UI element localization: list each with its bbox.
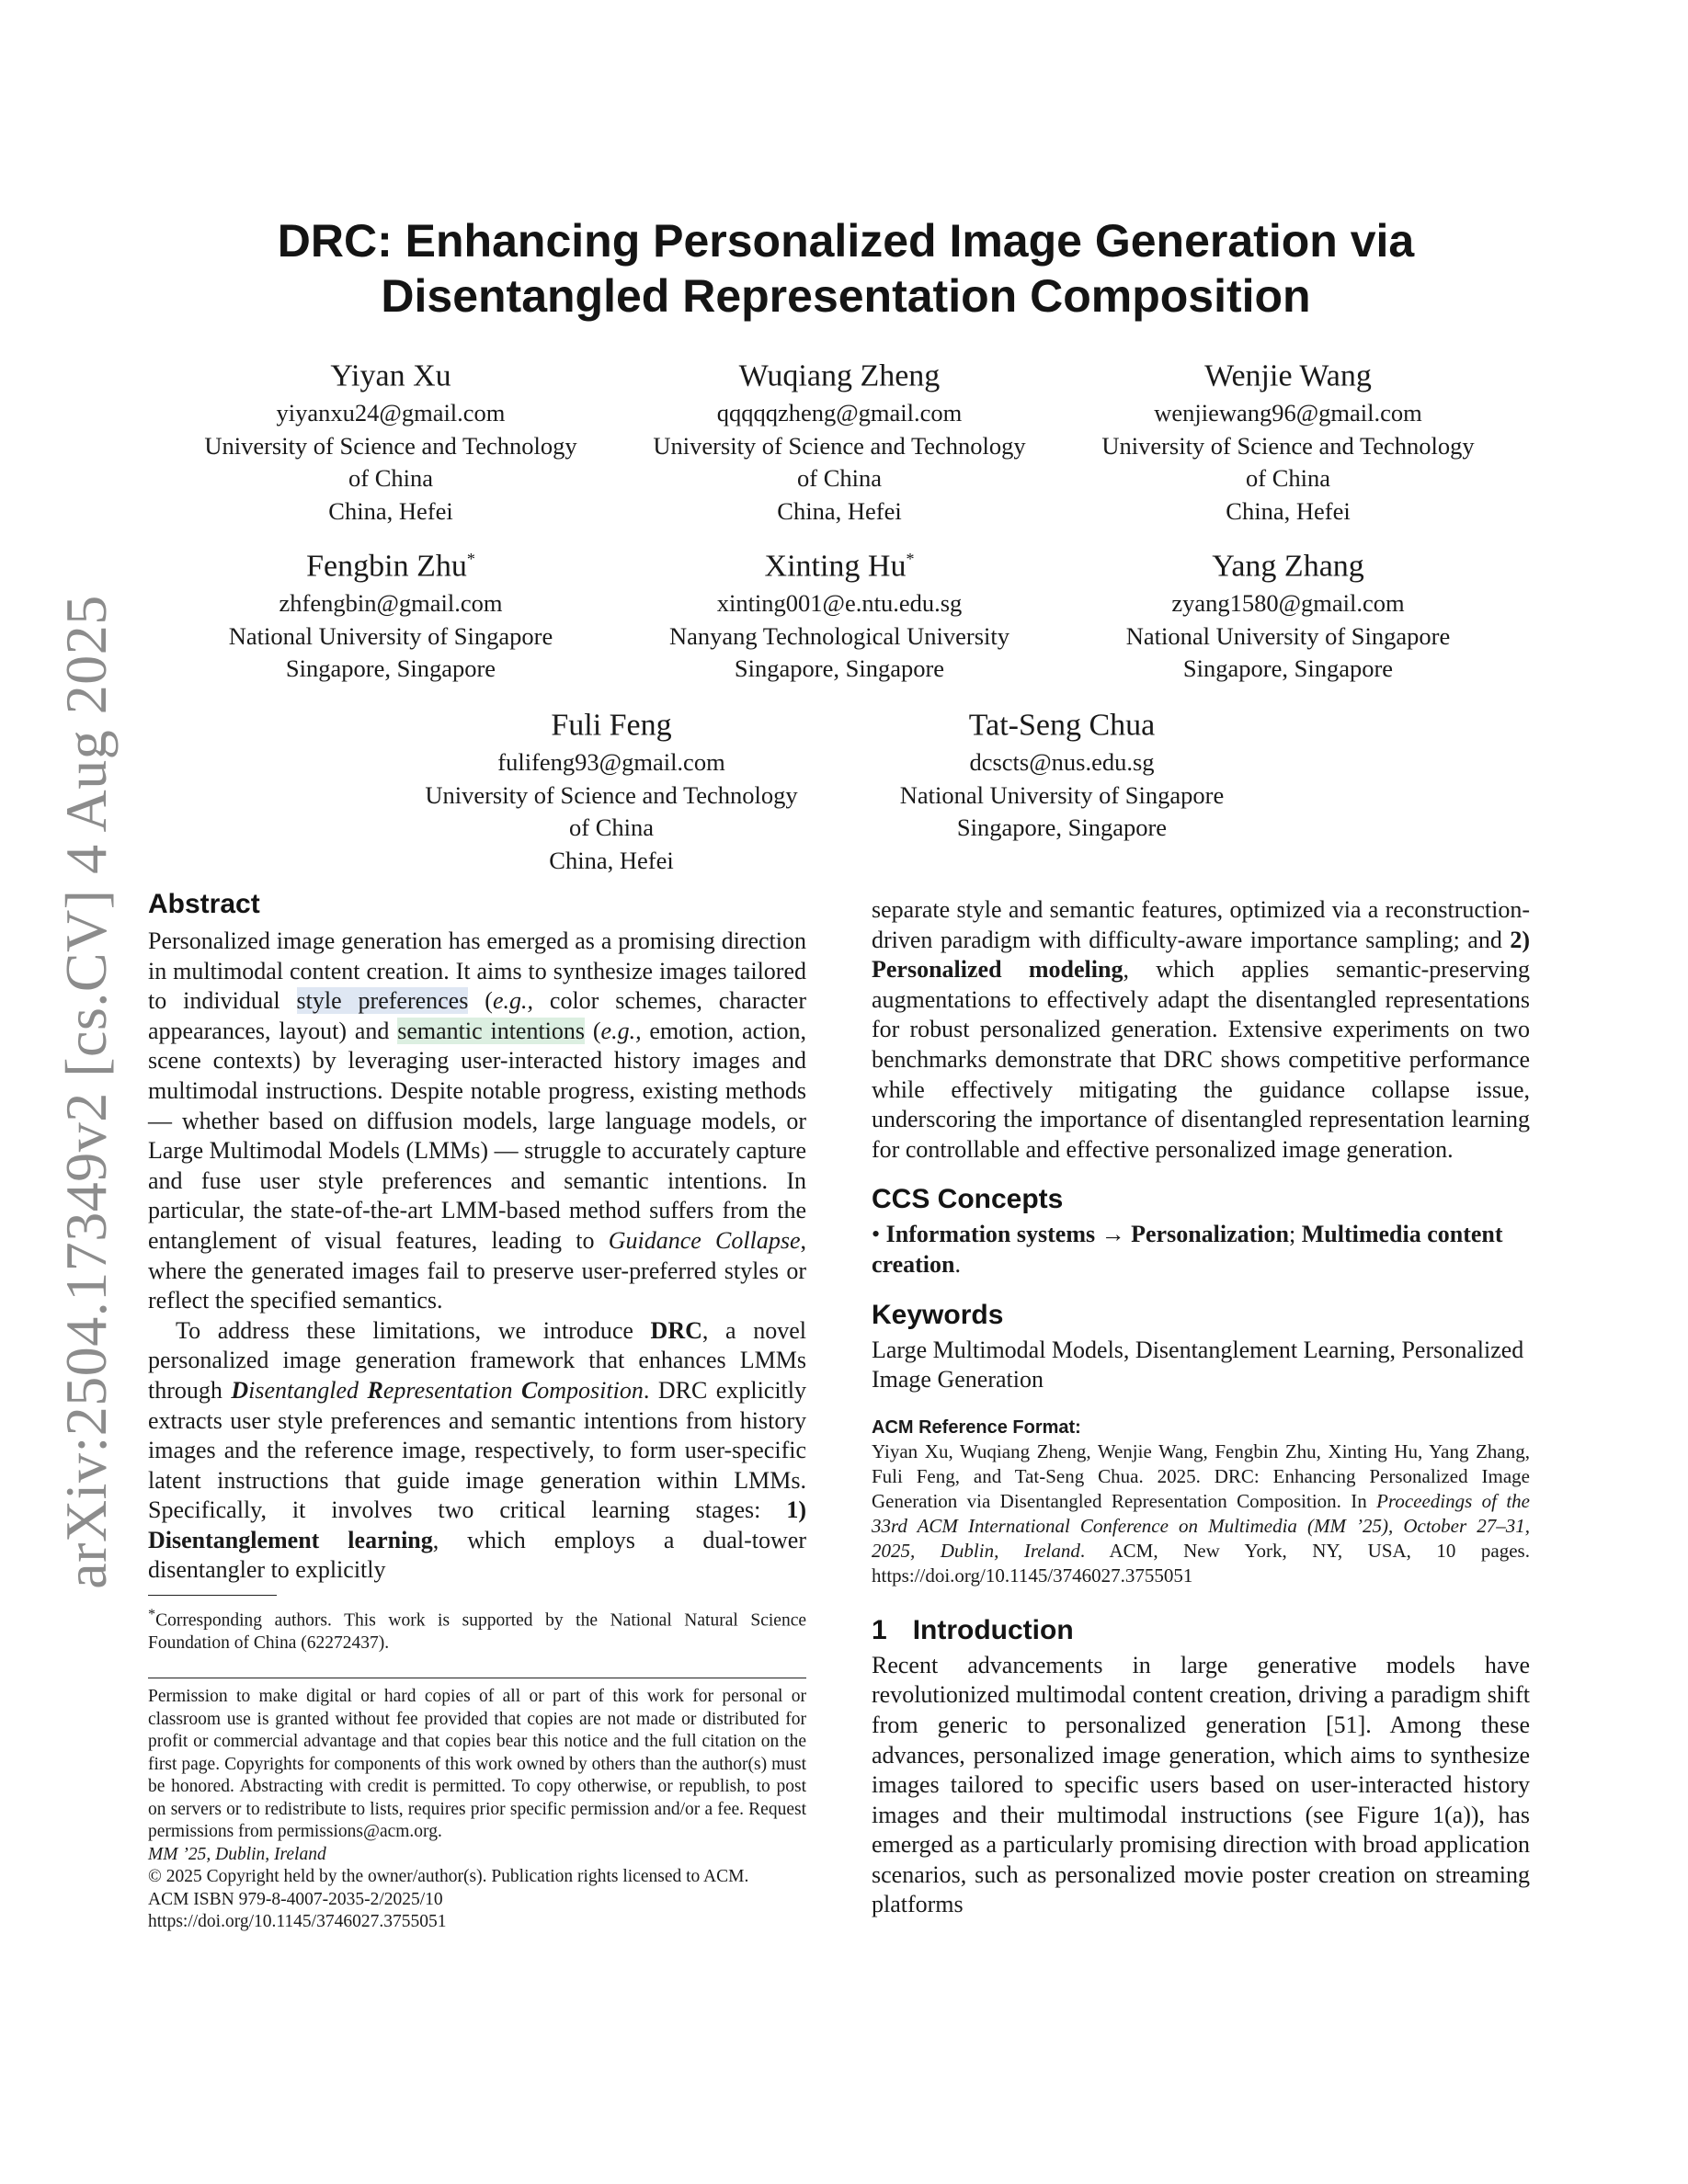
author-email: yiyanxu24@gmail.com xyxy=(276,399,506,427)
footnote: *Corresponding authors. This work is supported by the National Natural Science Foundation of China (62272437). xyxy=(148,1606,806,1653)
title-line-1: DRC: Enhancing Personalized Image Generation via xyxy=(277,215,1415,267)
style-preferences-highlight: style preferences xyxy=(296,987,469,1015)
semantic-intentions-highlight: semantic intentions xyxy=(397,1017,586,1044)
author-name: Tat-Seng Chua xyxy=(968,708,1156,743)
author-affiliation: University of Science and Technology xyxy=(653,431,1026,460)
title-line-2: Disentangled Representation Composition xyxy=(381,270,1311,322)
author-block xyxy=(846,697,1278,845)
permission-block xyxy=(148,1686,806,1934)
author-email: dcscts@nus.edu.sg xyxy=(969,748,1155,777)
abstract-paragraph: Personalized image generation has emerged as a promising direction in multimodal content creation. It aims to synthesize images tailored to individual style preferences (e.g., color schemes, character appearances, layout) and semantic intentions (e.g., emotion, action, scene contexts) by leveraging user-interacted history images and multimodal instructions. Despite notable progress, existing methods — whether based on diffusion models, large language models, or Large Multimodal Models (LMMs) — struggle to accurately capture and fuse user style preferences and semantic intentions. In particular, the state-of-the-art LMM-based method suffers from the entanglement of visual features, leading to Guidance Collapse, where the generated images fail to preserve user-preferred styles or reflect the specified semantics. xyxy=(148,927,806,1314)
abstract-continuation: separate style and semantic features, optimized via a reconstruction-driven paradigm with difficulty-aware importance sampling; and 2) Personalized modeling, which applies semantic-preserving augmentations to effectively adapt the disentangled representations for robust personalized generation. Extensive experiments on two benchmarks demonstrate that DRC shows competitive performance while effectively mitigating the guidance collapse issue, underscoring the importance of disentangled representation learning for controllable and effective personalized image generation. xyxy=(872,896,1530,1163)
author-block xyxy=(395,697,827,877)
paper-title xyxy=(147,213,1545,324)
doi-line: https://doi.org/10.1145/3746027.3755051 xyxy=(148,1912,447,1931)
permission-text: Permission to make digital or hard copies of all or part of this work for personal or classroom use is granted without fee provided that copies are not made or distributed for profit or commercial advantage and that copies bear this notice and the full citation on the first page. Copyrights for components of this work owned by others than the author(s) must be honored. Abstracting with credit is permitted. To copy otherwise, or republish, to post on servers or to redistribute to lists, requires prior specific permission and/or a fee. Request permissions from permissions@acm.org. xyxy=(148,1687,806,1841)
introduction-paragraph: Recent advancements in large generative models have revolutionized multimodal content creation, driving a paradigm shift from generic to personalized generation [51]. Among these advances, personalized image generation, which aims to synthesize images tailored to specific users based on user-interacted history images and their multimodal instructions (see Figure 1(a)), has emerged as a particularly promising direction with broad application scenarios, such as personalized movie poster creation on streaming platforms xyxy=(872,1651,1530,1918)
ccs-concepts: • Information systems → Personalization; Multimedia content creation. xyxy=(872,1221,1503,1278)
author-email: wenjiewang96@gmail.com xyxy=(1154,399,1422,427)
author-location: Singapore, Singapore xyxy=(1182,654,1394,683)
footnote-rule xyxy=(148,1595,277,1596)
author-block xyxy=(1072,347,1504,528)
author-name: Yang Zhang xyxy=(1212,549,1364,584)
keywords-heading: Keywords xyxy=(872,1299,1004,1330)
author-block xyxy=(623,347,1055,528)
ccs-heading: CCS Concepts xyxy=(872,1184,1064,1215)
author-location: Singapore, Singapore xyxy=(285,654,496,683)
author-affiliation: National University of Singapore xyxy=(228,621,553,650)
author-name: Xinting Hu* xyxy=(764,549,915,584)
author-email: zhfengbin@gmail.com xyxy=(279,589,503,618)
author-affiliation: of China xyxy=(348,464,433,493)
author-location: China, Hefei xyxy=(328,496,453,525)
right-column xyxy=(872,895,1530,1920)
author-affiliation: University of Science and Technology xyxy=(204,431,577,460)
author-affiliation: Nanyang Technological University xyxy=(668,621,1010,650)
author-location: China, Hefei xyxy=(777,496,902,525)
author-block xyxy=(623,538,1055,686)
author-email: zyang1580@gmail.com xyxy=(1171,589,1405,618)
author-location: Singapore, Singapore xyxy=(734,654,945,683)
author-location: Singapore, Singapore xyxy=(956,813,1168,842)
author-email: xinting001@e.ntu.edu.sg xyxy=(716,589,963,618)
copyright-line: © 2025 Copyright held by the owner/author(s). Publication rights licensed to ACM. xyxy=(148,1867,749,1886)
author-location: China, Hefei xyxy=(1226,496,1351,525)
acm-reference-heading: ACM Reference Format: xyxy=(872,1416,1081,1438)
author-email: qqqqqzheng@gmail.com xyxy=(716,399,963,427)
author-affiliation: University of Science and Technology xyxy=(425,780,798,809)
author-email: fulifeng93@gmail.com xyxy=(497,748,725,777)
introduction-heading: 1 Introduction xyxy=(872,1614,1074,1645)
abstract-section xyxy=(148,886,806,1586)
abstract-paragraph: To address these limitations, we introduce DRC, a novel personalized image generation framework that enhances LMMs through Disentangled Representation Composition. DRC explicitly extracts user style preferences and semantic intentions from history images and the reference image, respectively, to form user-specific latent instructions that guide image generation within LMMs. Specifically, it involves two critical learning stages: 1) Disentanglement learning, which employs a dual-tower disentangler to explicitly xyxy=(148,1316,806,1584)
author-block xyxy=(175,538,607,686)
author-name: Fengbin Zhu* xyxy=(306,549,475,584)
author-name: Fuli Feng xyxy=(551,708,672,743)
author-affiliation: National University of Singapore xyxy=(1125,621,1451,650)
author-affiliation: of China xyxy=(569,813,654,842)
author-name: Yiyan Xu xyxy=(330,358,451,393)
author-block xyxy=(175,347,607,528)
isbn-line: ACM ISBN 979-8-4007-2035-2/2025/10 xyxy=(148,1889,443,1909)
author-affiliation: University of Science and Technology xyxy=(1101,431,1475,460)
author-affiliation: of China xyxy=(1246,464,1330,493)
venue-line: MM ’25, Dublin, Ireland xyxy=(148,1844,326,1864)
author-location: China, Hefei xyxy=(549,846,674,874)
acm-reference xyxy=(872,1416,1530,1588)
author-name: Wuqiang Zheng xyxy=(738,358,941,393)
abstract-heading: Abstract xyxy=(148,889,260,919)
arxiv-identifier: arXiv:2504.17349v2 [cs.CV] 4 Aug 2025 xyxy=(53,595,119,1589)
keywords-text: Large Multimodal Models, Disentanglement Learning, Personalized Image Generation xyxy=(872,1336,1524,1393)
author-affiliation: National University of Singapore xyxy=(899,780,1225,809)
author-block xyxy=(1072,538,1504,686)
author-name: Wenjie Wang xyxy=(1204,358,1372,393)
acm-reference-text: Yiyan Xu, Wuqiang Zheng, Wenjie Wang, Fengbin Zhu, Xinting Hu, Yang Zhang, Fuli Feng, and Tat-Seng Chua. 2025. DRC: Enhancing Personalized Image Generation via Disentangled Representation Composition. In Proceedings of the 33rd ACM International Conference on Multimedia (MM ’25), October 27–31, 2025, Dublin, Ireland. ACM, New York, NY, USA, 10 pages. https://doi.org/10.1145/3746027.3755051 xyxy=(872,1439,1530,1587)
author-affiliation: of China xyxy=(797,464,882,493)
